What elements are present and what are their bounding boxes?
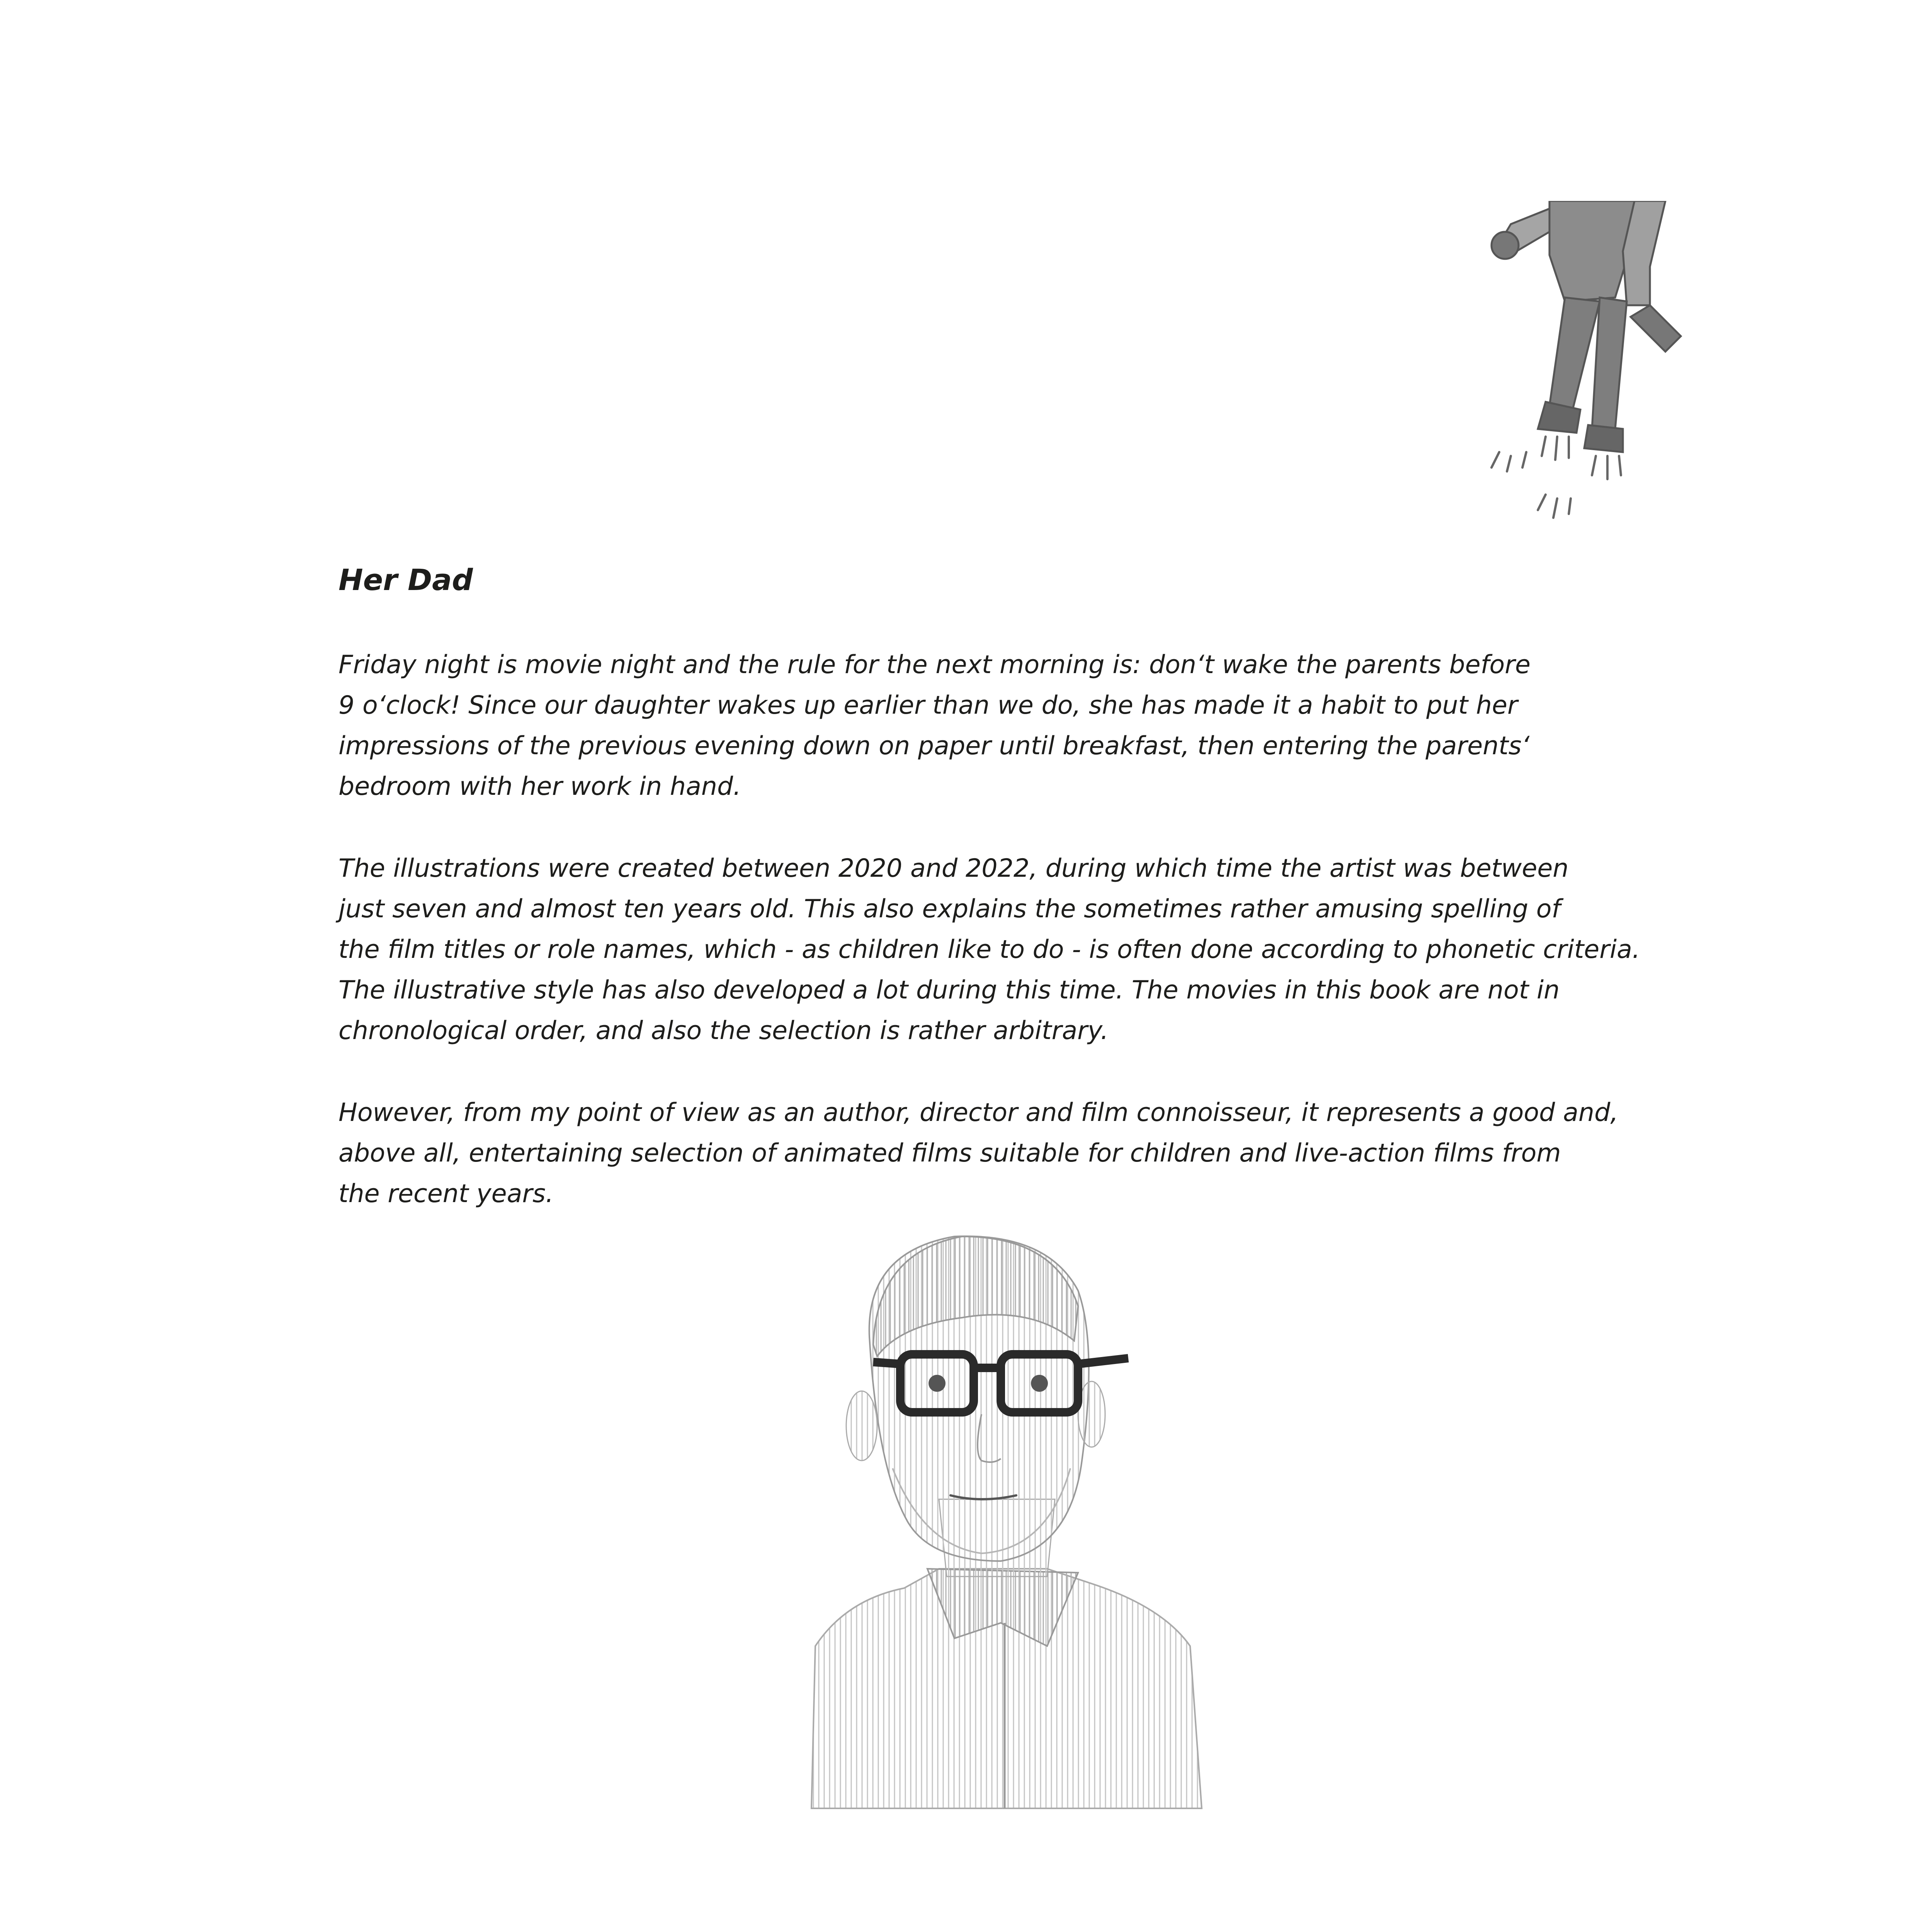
text-line: the recent years. <box>338 1179 554 1208</box>
text-line: The illustrative style has also developed a lot during this time. The movies in this book are not in <box>338 976 1560 1005</box>
text-line: above all, entertaining selection of animated films suitable for children and live-action films from <box>338 1139 1561 1168</box>
dad-portrait-drawing <box>800 1229 1209 1816</box>
text-line: 9 o‘clock! Since our daughter wakes up earlier than we do, she has made it a habit to put her <box>338 691 1518 720</box>
illustrations-paragraph <box>338 848 1640 1051</box>
text-line: Friday night is movie night and the rule for the next morning is: don‘t wake the parents before <box>338 650 1531 679</box>
text-line: However, from my point of view as an author, director and film connoisseur, it represents a good and, <box>338 1098 1619 1127</box>
text-line: bedroom with her work in hand. <box>338 772 741 801</box>
closing-paragraph <box>338 1092 1618 1214</box>
text-line: impressions of the previous evening down on paper until breakfast, then entering the parents‘ <box>338 731 1530 760</box>
text-line: chronological order, and also the selection is rather arbitrary. <box>338 1016 1109 1045</box>
text-line: just seven and almost ten years old. This also explains the sometimes rather amusing spelling of <box>338 895 1561 923</box>
intro-paragraph <box>338 645 1531 807</box>
text-line: the film titles or role names, which - as children like to do - is often done according to phonetic criteria. <box>338 935 1640 964</box>
page-heading: Her Dad <box>338 563 473 597</box>
flying-figure-drawing <box>1434 201 1743 541</box>
text-line: The illustrations were created between 2020 and 2022, during which time the artist was between <box>338 854 1569 883</box>
